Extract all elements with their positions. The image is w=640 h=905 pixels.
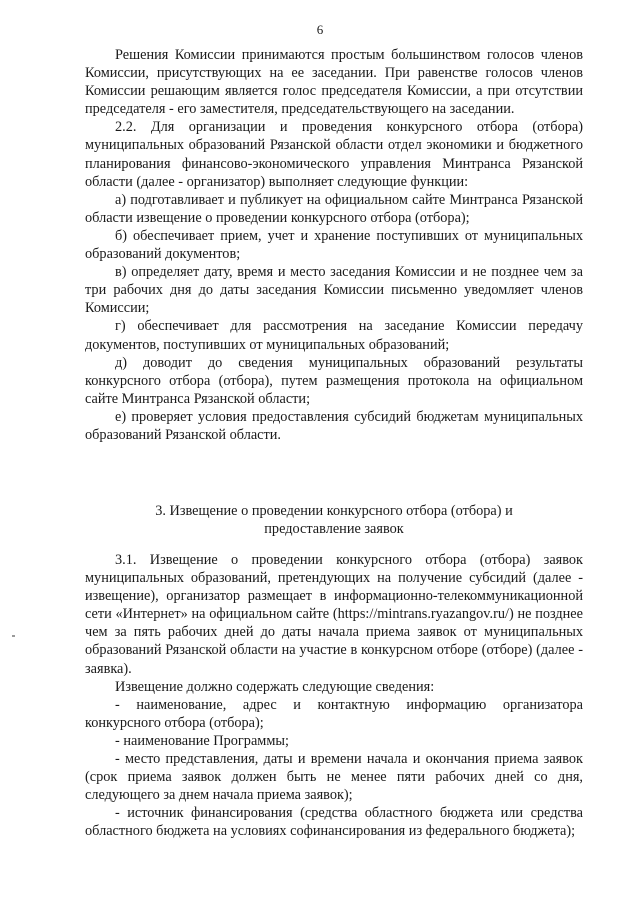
paragraph-function-a: а) подготавливает и публикует на официальном сайте Минтранса Рязанской области извещение о проведении конкурсного отбора (отбора);: [85, 191, 583, 226]
section-3-text: [85, 551, 583, 841]
page-number: 6: [316, 22, 324, 37]
paragraph-function-b: б) обеспечивает прием, учет и хранение поступивших от муниципальных образований документов;: [85, 227, 583, 263]
scan-mark: [12, 635, 15, 637]
paragraph-function-e: д) доводит до сведения муниципальных образований результаты конкурсного отбора (отбора), путем размещения протокола на официальном сайте Минтранса Рязанской области;: [85, 354, 583, 407]
list-item-program-name: - наименование Программы;: [115, 732, 289, 749]
paragraph-notice-contents-intro: Извещение должно содержать следующие сведения:: [115, 678, 435, 695]
section-3-heading-line-1: 3. Извещение о проведении конкурсного отбора (отбора) и: [155, 503, 513, 519]
paragraph-function-c: в) определяет дату, время и место заседания Комиссии и не позднее чем за три рабочих дня до даты заседания Комиссии письменно уведомляет членов Комиссии;: [85, 264, 583, 317]
paragraph-organizer-functions: 2.2. Для организации и проведения конкурсного отбора (отбора) муниципальных образований Рязанской области отдел экономики и бюджетного планирования финансово-экономического управления Минтранса Рязанской области (далее - организатор) выполняет следующие функции:: [85, 119, 583, 190]
paragraph-commission-decisions: Решения Комиссии принимаются простым большинством голосов членов Комиссии, присутствующих на ее заседании. При равенстве голосов членов Комиссии решающим является голос председателя Комиссии, а при отсутствии председателя - его заместителя, председательствующего на заседании.: [85, 47, 583, 118]
paragraph-function-f: е) проверяет условия предоставления субсидий бюджетам муниципальных образований Рязанской области.: [85, 408, 583, 443]
paragraph-function-d: г) обеспечивает для рассмотрения на заседание Комиссии передачу документов, поступивших от муниципальных образований;: [85, 318, 583, 353]
list-item-organizer-info: - наименование, адрес и контактную информацию организатора конкурсного отбора (отбора);: [85, 696, 583, 731]
list-item-funding-source: - источник финансирования (средства областного бюджета или средства областного бюджета на условиях софинансирования из федерального бюджета);: [85, 805, 583, 840]
list-item-submission-terms: - место представления, даты и времени начала и окончания приема заявок (срок приема заявок должен быть не менее пяти рабочих дней со дня, следующего за днем начала приема заявок);: [85, 751, 583, 804]
section-2-text: [85, 46, 583, 444]
section-3-heading: [85, 502, 583, 538]
section-3-heading-line-2: предоставление заявок: [264, 521, 404, 538]
paragraph-notice-publication: 3.1. Извещение о проведении конкурсного отбора (отбора) заявок муниципальных образований, претендующих на получение субсидий (далее - извещение), организатор размещает в информационно-телекоммуникационной сети «Интернет» на официальном сайте (https://mintrans.ryazangov.ru/) не позднее чем за пять рабочих дней до даты начала приема заявок от муниципальных образований Рязанской области на участие в конкурсном отборе (отборе) (далее - заявка).: [85, 552, 583, 677]
